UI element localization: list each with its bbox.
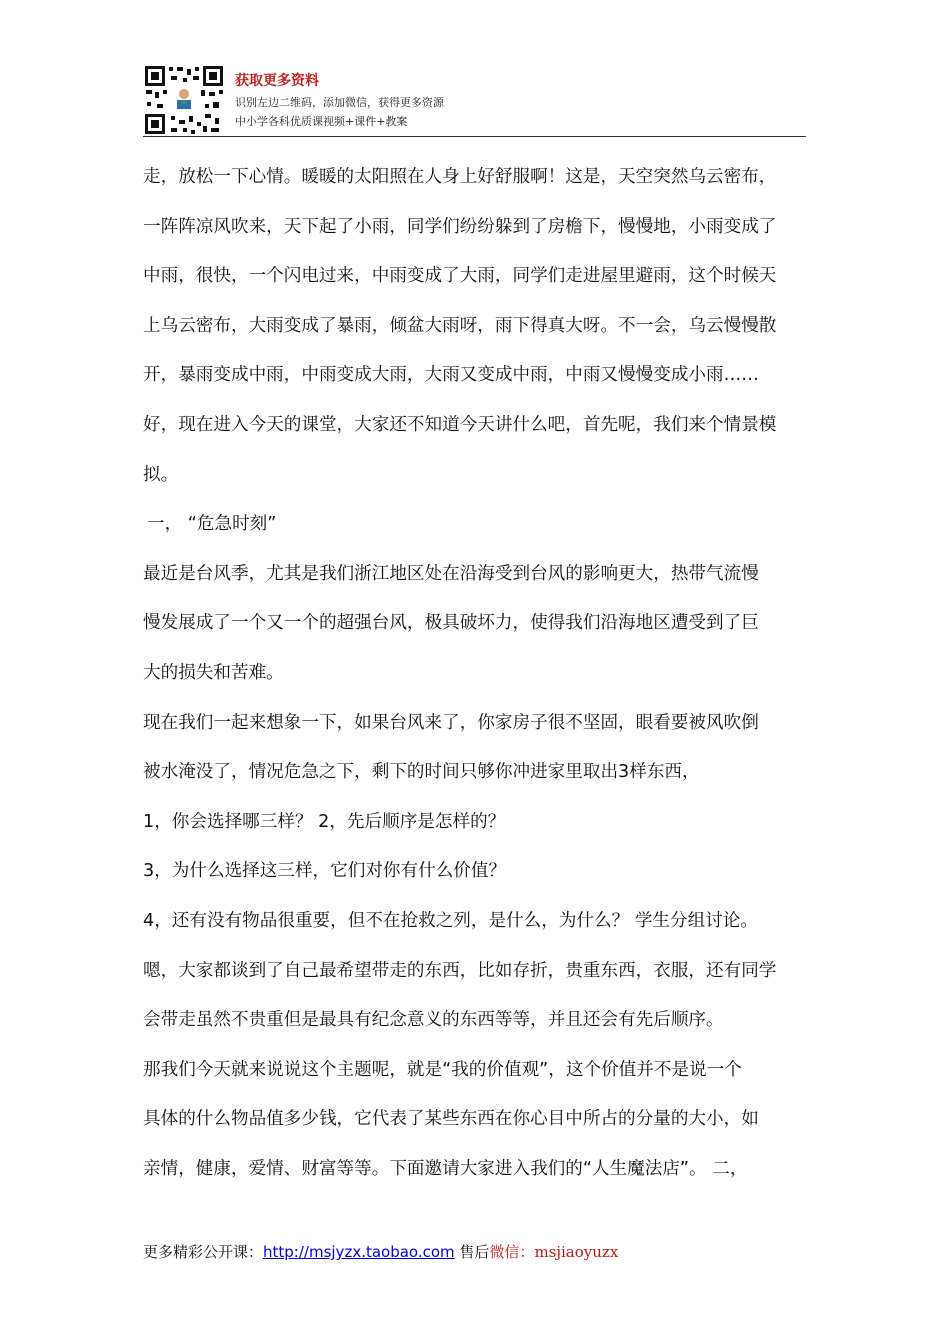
body-line: 好，现在进入今天的课堂，大家还不知道今天讲什么吧，首先呢，我们来个情景模 [143, 414, 777, 435]
footer-prefix: 更多精彩公开课： [143, 1243, 264, 1261]
body-line: 一阵阵凉风吹来，天下起了小雨，同学们纷纷躲到了房檐下，慢慢地，小雨变成了 [143, 216, 777, 237]
header-divider [143, 136, 806, 137]
body-line: 拟。 [143, 464, 179, 485]
body-line: 上乌云密布，大雨变成了暴雨，倾盆大雨呀，雨下得真大呀。不一会，乌云慢慢散 [143, 315, 777, 336]
footer-wechat-id: msjiaoyuzx [534, 1243, 619, 1261]
question-line: 3，为什么选择这三样，它们对你有什么价值？ [143, 861, 507, 882]
footer [143, 1241, 618, 1262]
footer-link[interactable]: http://msjyzx.taobao.com [263, 1243, 455, 1261]
body-line: 亲情，健康，爱情、财富等等。下面邀请大家进入我们的“人生魔法店”。 二， [143, 1158, 748, 1179]
footer-wechat-label: 微信： [489, 1243, 535, 1261]
question-line: 4，还有没有物品很重要，但不在抢救之列，是什么，为什么？ 学生分组讨论。 [143, 910, 758, 931]
qr-code-icon [143, 64, 225, 136]
section-heading: 一， “危急时刻” [147, 514, 277, 535]
body-line: 嗯，大家都谈到了自己最希望带走的东西，比如存折，贵重东西，衣服，还有同学 [143, 960, 777, 981]
brand-tagline: 中小学各科优质课视频+课件+教案 [235, 115, 408, 128]
body-line: 慢发展成了一个又一个的超强台风，极具破坏力，使得我们沿海地区遭受到了巨 [143, 613, 759, 634]
body-line: 最近是台风季，尤其是我们浙江地区处在沿海受到台风的影响更大，热带气流慢 [143, 563, 759, 584]
body-line: 被水淹没了，情况危急之下，剩下的时间只够你冲进家里取出3样东西， [143, 762, 700, 783]
header-banner [143, 62, 806, 137]
body-line: 中雨，很快，一个闪电过来，中雨变成了大雨，同学们走进屋里避雨，这个时候天 [143, 266, 777, 287]
brand-title: 获取更多资料 [235, 73, 319, 89]
body-line: 会带走虽然不贵重但是最具有纪念意义的东西等等，并且还会有先后顺序。 [143, 1010, 724, 1031]
body-line: 大的损失和苦难。 [143, 662, 284, 683]
body-line: 走，放松一下心情。暖暖的太阳照在人身上好舒服啊！这是，天空突然乌云密布， [143, 167, 777, 187]
document-body [143, 153, 809, 1194]
body-line: 开，暴雨变成中雨，中雨变成大雨，大雨又变成中雨，中雨又慢慢变成小雨…… [143, 365, 759, 386]
question-line: 1，你会选择哪三样？ 2，先后顺序是怎样的？ [143, 811, 506, 832]
body-line: 具体的什么物品值多少钱，它代表了某些东西在你心目中所占的分量的大小，如 [143, 1109, 759, 1130]
body-line: 那我们今天就来说说这个主题呢，就是“我的价值观”，这个价值并不是说一个 [143, 1059, 742, 1080]
footer-after-sales: 售后 [454, 1243, 490, 1261]
brand-subtitle: 识别左边二维码，添加微信，获得更多资源 [235, 96, 444, 109]
body-line: 现在我们一起来想象一下，如果台风来了，你家房子很不坚固，眼看要被风吹倒 [143, 712, 759, 733]
